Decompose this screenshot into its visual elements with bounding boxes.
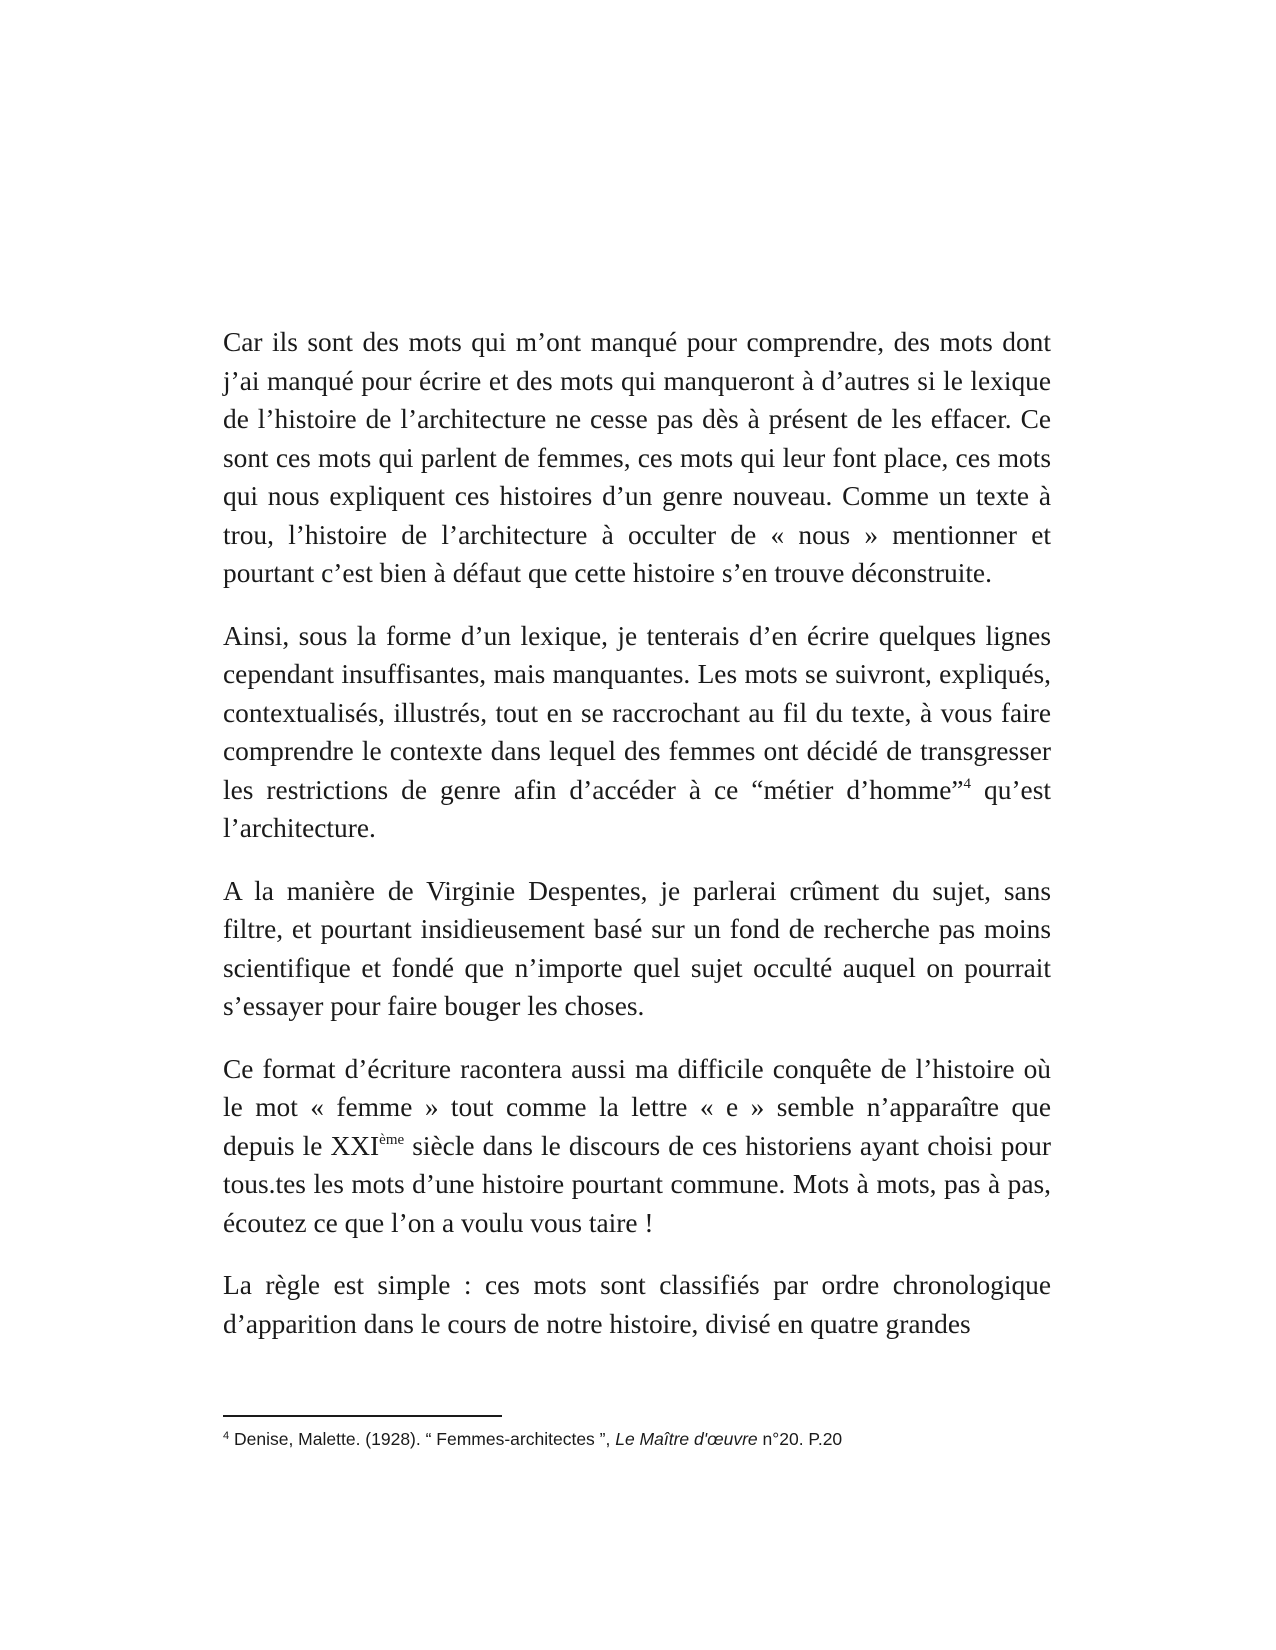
paragraph-intro: Car ils sont des mots qui m’ont manqué pour comprendre, des mots dont j’ai manqué pour écrire et des mots qui manqueront à d’autres si le lexique de l’histoire de l’architecture ne cesse pas dès à présent de les effacer. Ce sont ces mots qui parlent de femmes, ces mots qui leur font place, ces mots qui nous expliquent ces histoires d’un genre nouveau. Comme un texte à trou, l’histoire de l’architecture à occulter de « nous » mentionner et pourtant c’est bien à défaut que cette histoire s’en trouve déconstruite. xyxy=(223,327,1051,588)
footnote-reference[interactable]: 4 xyxy=(963,775,972,792)
paragraph-format-end: siècle dans le discours de ces historiens ayant choisi pour tous.tes les mots d’une histoire pourtant commune. Mots à mots, pas à pas, écoutez ce que l’on a voulu vous taire ! xyxy=(223,1130,1051,1238)
paragraph-despentes: A la manière de Virginie Despentes, je parlerai crûment du sujet, sans filtre, et pourtant insidieusement basé sur un fond de recherche pas moins scientifique et fondé que n’importe quel sujet occulté auquel on pourrait s’essayer pour faire bouger les choses. xyxy=(223,875,1051,1021)
paragraph-lexique-end: qu’est l’architecture. xyxy=(223,774,1051,843)
paragraph-lexique-text: Ainsi, sous la forme d’un lexique, je tenterais d’en écrire quelques lignes cependant insuffisantes, mais manquantes. Les mots se suivront, expliqués, contextualisés, illustrés, tout en se raccrochant au fil du texte, à vous faire comprendre le contexte dans lequel des femmes ont décidé de transgresser les restrictions de genre afin d’accéder à ce “métier d’homme” xyxy=(223,620,1051,805)
paragraph-regle: La règle est simple : ces mots sont classifiés par ordre chronologique d’apparition dans le cours de notre histoire, divisé en quatre grandes xyxy=(223,1270,1051,1339)
footnote-text-end: n°20. P.20 xyxy=(757,1429,843,1449)
footnote-title: Le Maître d'œuvre xyxy=(615,1429,758,1449)
century-superscript: ème xyxy=(379,1131,405,1148)
paragraph-format-text: Ce format d’écriture racontera aussi ma difficile conquête de l’histoire où le mot « femme » tout comme la lettre « e » semble n’apparaître que depuis le XXI xyxy=(223,1053,1051,1161)
paragraph-lexique xyxy=(223,617,1051,848)
footnote-divider xyxy=(223,1415,502,1417)
footnote xyxy=(223,1427,1051,1451)
body-text xyxy=(223,323,1051,1343)
paragraph-format xyxy=(223,1050,1051,1243)
footnote-number: 4 xyxy=(223,1430,230,1442)
footnote-text: Denise, Malette. (1928). “ Femmes-architectes ”, xyxy=(229,1429,616,1449)
